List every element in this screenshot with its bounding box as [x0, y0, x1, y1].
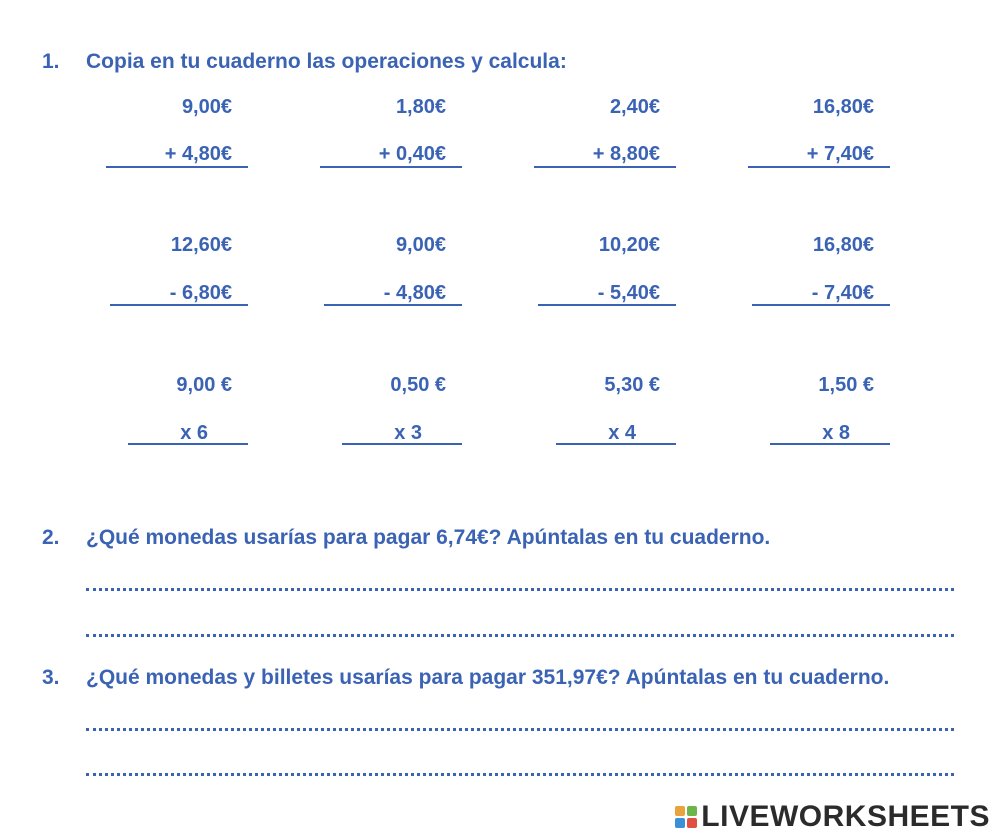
question-2-number: 2. [42, 526, 60, 549]
dotted-answer-line [86, 588, 954, 591]
answer-line [342, 443, 462, 445]
logo-text: LIVEWORKSHEETS [701, 800, 990, 833]
operand-bottom: x 4 [608, 422, 636, 444]
question-3-number: 3. [42, 666, 60, 689]
answer-line [770, 443, 890, 445]
answer-line [534, 166, 676, 168]
operand-top: 0,50 € [390, 374, 446, 396]
operand-bottom: x 3 [394, 422, 422, 444]
operand-top: 1,50 € [818, 374, 874, 396]
logo-icon [675, 806, 697, 828]
operand-bottom: - 5,40€ [597, 282, 660, 304]
operand-top: 12,60€ [170, 234, 232, 256]
operand-bottom: - 6,80€ [169, 282, 232, 304]
dotted-answer-line [86, 773, 954, 776]
operand-top: 9,00€ [395, 234, 446, 256]
operand-bottom: x 6 [180, 422, 208, 444]
operand-top: 16,80€ [812, 234, 874, 256]
dotted-answer-line [86, 728, 954, 731]
answer-line [128, 443, 248, 445]
operand-bottom: + 4,80€ [164, 143, 232, 165]
operand-bottom: - 4,80€ [383, 282, 446, 304]
answer-line [556, 443, 676, 445]
answer-line [752, 304, 890, 306]
question-1-number: 1. [42, 50, 60, 73]
operand-top: 2,40€ [609, 96, 660, 118]
answer-line [324, 304, 462, 306]
dotted-answer-line [86, 634, 954, 637]
question-1-text: Copia en tu cuaderno las operaciones y calcula: [86, 50, 567, 73]
operand-top: 5,30 € [604, 374, 660, 396]
operand-top: 9,00 € [176, 374, 232, 396]
answer-line [320, 166, 462, 168]
answer-line [538, 304, 676, 306]
liveworksheets-logo [675, 800, 990, 834]
operand-bottom: - 7,40€ [811, 282, 874, 304]
operand-bottom: + 8,80€ [592, 143, 660, 165]
answer-line [106, 166, 248, 168]
operand-bottom: + 7,40€ [806, 143, 874, 165]
question-3-text: ¿Qué monedas y billetes usarías para pagar 351,97€? Apúntalas en tu cuaderno. [86, 666, 890, 689]
operand-top: 1,80€ [395, 96, 446, 118]
operand-bottom: x 8 [822, 422, 850, 444]
question-2-text: ¿Qué monedas usarías para pagar 6,74€? Apúntalas en tu cuaderno. [86, 526, 771, 549]
operand-top: 10,20€ [598, 234, 660, 256]
answer-line [110, 304, 248, 306]
answer-line [748, 166, 890, 168]
operand-top: 16,80€ [812, 96, 874, 118]
operand-bottom: + 0,40€ [378, 143, 446, 165]
operand-top: 9,00€ [181, 96, 232, 118]
